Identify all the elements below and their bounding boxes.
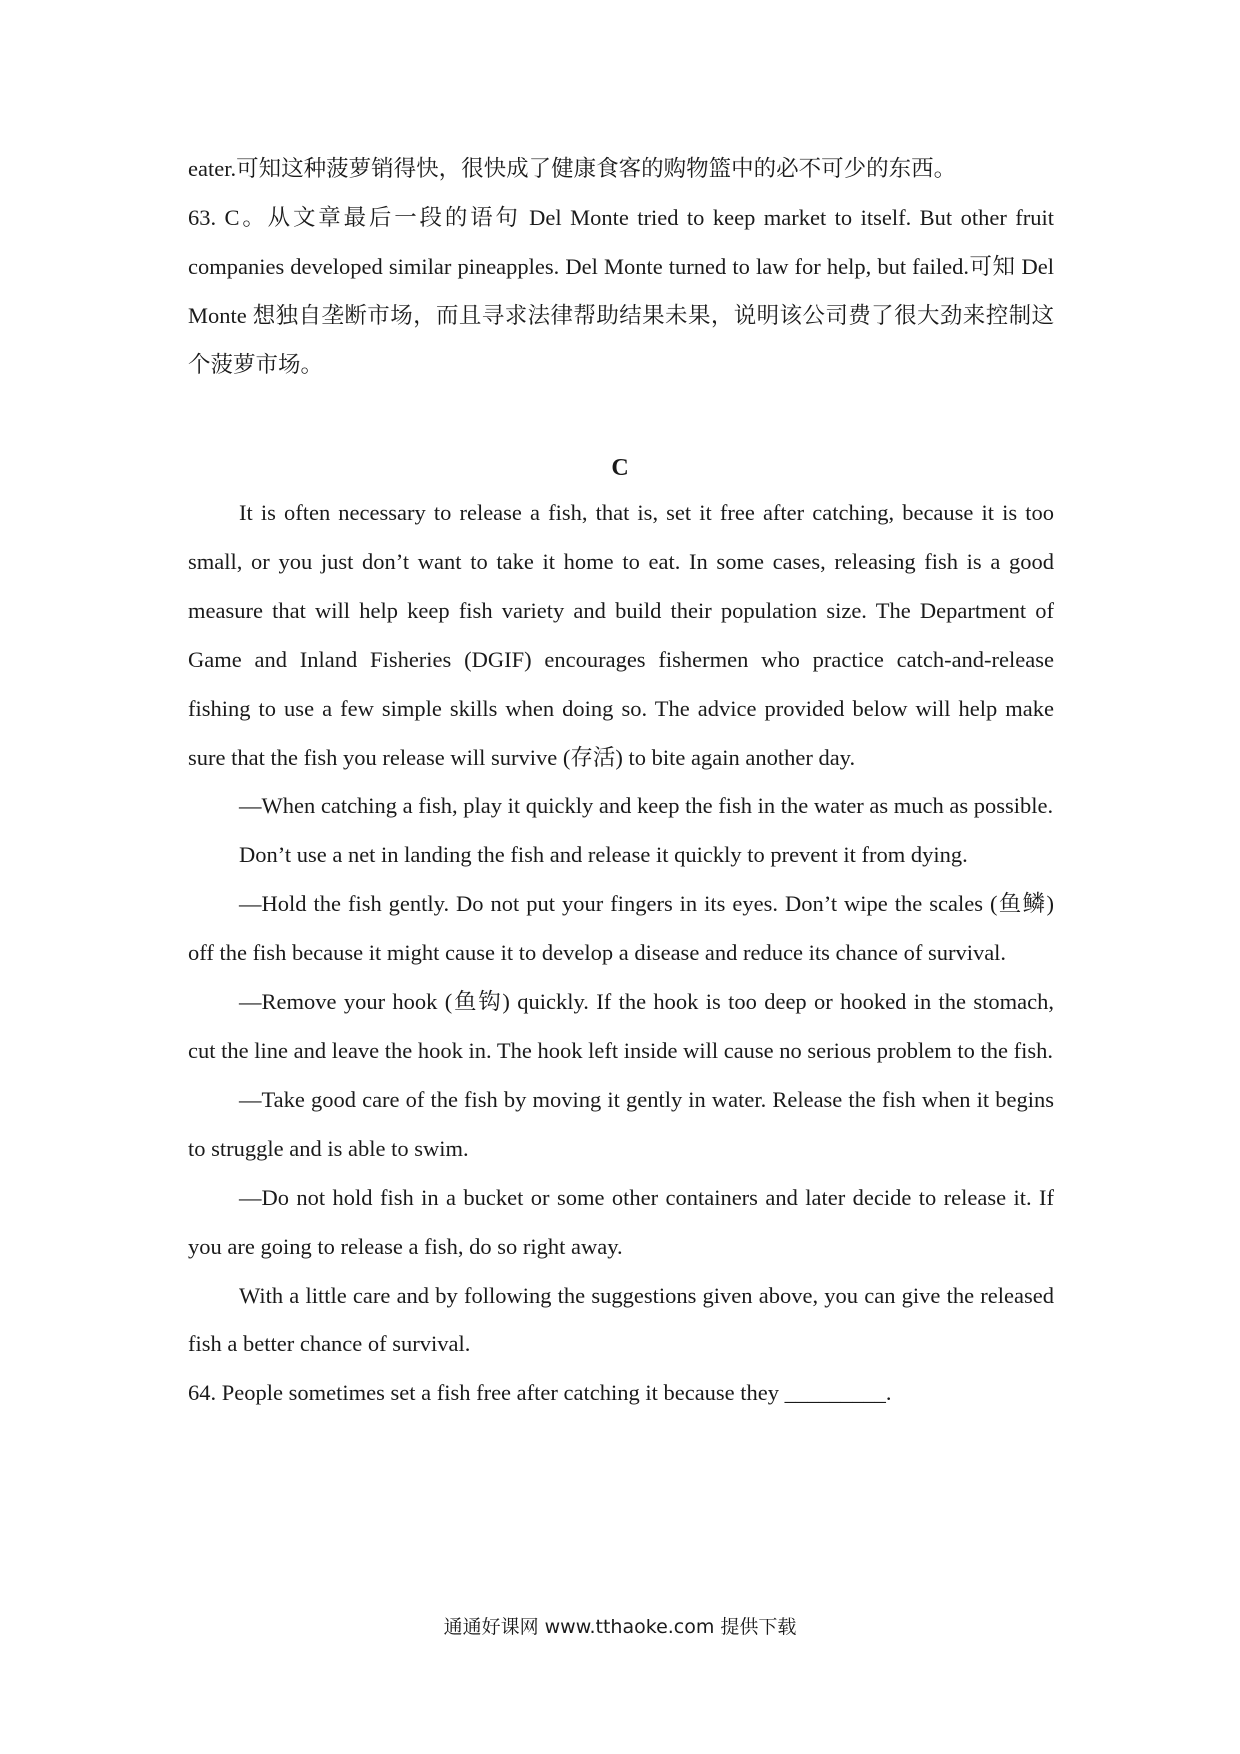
passage-tip: Don’t use a net in landing the fish and release it quickly to prevent it from dying. bbox=[239, 842, 968, 868]
page-footer: 通通好课网 www.tthaoke.com 提供下载 bbox=[443, 1616, 797, 1638]
answer-63: 63. C。从文章最后一段的语句 Del Monte tried to keep market to itself. But other fruit companies developed similar pineapples. Del Monte turned to law for help, but failed.可知 Del Monte 想独自垄断市场，而且寻求法律帮助结果未果，说明该公司费了很大劲来控制这个菠萝市场。 bbox=[188, 204, 1054, 377]
passage-paragraph: It is often necessary to release a fish, that is, set it free after catching, because it is too small, or you just don’t want to take it home to eat. In some cases, releasing fish is a good measure that will help keep fish variety and build their population size. The Department of Game and Inland Fisheries (DGIF) encourages fishermen who practice catch-and-release fishing to use a few simple skills when doing so. The advice provided below will help make sure that the fish you release will survive (存活) to bite again another day. bbox=[188, 500, 1054, 770]
passage-tip: —Hold the fish gently. Do not put your fingers in its eyes. Don’t wipe the scales (鱼鳞) off the fish because it might cause it to develop a disease and reduce its chance of survival. bbox=[188, 891, 1054, 966]
answer-62-tail: eater.可知这种菠萝销得快，很快成了健康食客的购物篮中的必不可少的东西。 bbox=[188, 156, 957, 181]
passage-tip: —When catching a fish, play it quickly and keep the fish in the water as much as possible. bbox=[239, 793, 1054, 819]
section-heading: C bbox=[611, 455, 629, 481]
passage-tip: —Remove your hook (鱼钩) quickly. If the hook is too deep or hooked in the stomach, cut the line and leave the hook in. The hook left inside will cause no serious problem to the fish. bbox=[188, 989, 1054, 1063]
passage-c bbox=[188, 489, 1054, 1418]
passage-paragraph: With a little care and by following the suggestions given above, you can give the released fish a better chance of survival. bbox=[188, 1282, 1054, 1357]
passage-tip: —Take good care of the fish by moving it gently in water. Release the fish when it begins to struggle and is able to swim. bbox=[188, 1086, 1054, 1161]
question-64: 64. People sometimes set a fish free after catching it because they _________. bbox=[188, 1380, 892, 1406]
answer-explanations bbox=[188, 145, 1054, 390]
passage-tip: —Do not hold fish in a bucket or some other containers and later decide to release it. If you are going to release a fish, do so right away. bbox=[188, 1184, 1054, 1259]
